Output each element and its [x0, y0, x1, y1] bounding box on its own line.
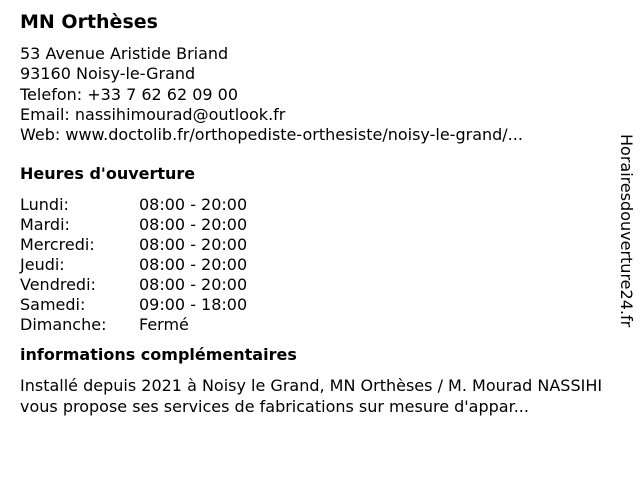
web-line[interactable]: Web: www.doctolib.fr/orthopediste-orthesiste/noisy-le-grand/...	[20, 125, 523, 145]
hours-row-saturday	[20, 295, 610, 315]
business-name: MN Orthèses	[20, 11, 158, 33]
hours-row-wednesday	[20, 235, 610, 255]
time-value: 08:00 - 20:00	[139, 195, 248, 215]
address-line-1: 53 Avenue Aristide Briand	[20, 44, 229, 63]
day-label: Vendredi:	[20, 275, 96, 295]
day-label: Samedi:	[20, 295, 86, 315]
day-label: Dimanche:	[20, 315, 107, 335]
time-value: 08:00 - 20:00	[139, 255, 248, 275]
hours-table	[20, 195, 610, 335]
time-value: 09:00 - 18:00	[139, 295, 248, 315]
hours-row-friday	[20, 275, 610, 295]
hours-title: Heures d'ouverture	[20, 164, 196, 184]
phone-line[interactable]: Telefon: +33 7 62 62 09 00	[20, 84, 239, 104]
site-watermark: Horairesdouverture24.fr	[617, 134, 636, 328]
info-title: informations complémentaires	[20, 345, 297, 365]
day-label: Jeudi:	[20, 255, 65, 275]
hours-row-tuesday	[20, 215, 610, 235]
time-value: 08:00 - 20:00	[139, 215, 248, 235]
day-label: Lundi:	[20, 195, 69, 215]
email-line[interactable]: Email: nassihimourad@outlook.fr	[20, 104, 286, 124]
day-label: Mercredi:	[20, 235, 95, 255]
hours-row-sunday	[20, 315, 610, 335]
hours-row-monday	[20, 195, 610, 215]
address-line-2: 93160 Noisy-le-Grand	[20, 64, 196, 84]
business-card	[20, 10, 610, 417]
hours-row-thursday	[20, 255, 610, 275]
time-value: Fermé	[139, 315, 189, 335]
time-value: 08:00 - 20:00	[139, 235, 248, 255]
time-value: 08:00 - 20:00	[139, 275, 248, 295]
day-label: Mardi:	[20, 215, 70, 235]
info-description: Installé depuis 2021 à Noisy le Grand, MN Orthèses / M. Mourad NASSIHI vous propose ses services de fabrications sur mesure d'appar...	[20, 376, 603, 416]
